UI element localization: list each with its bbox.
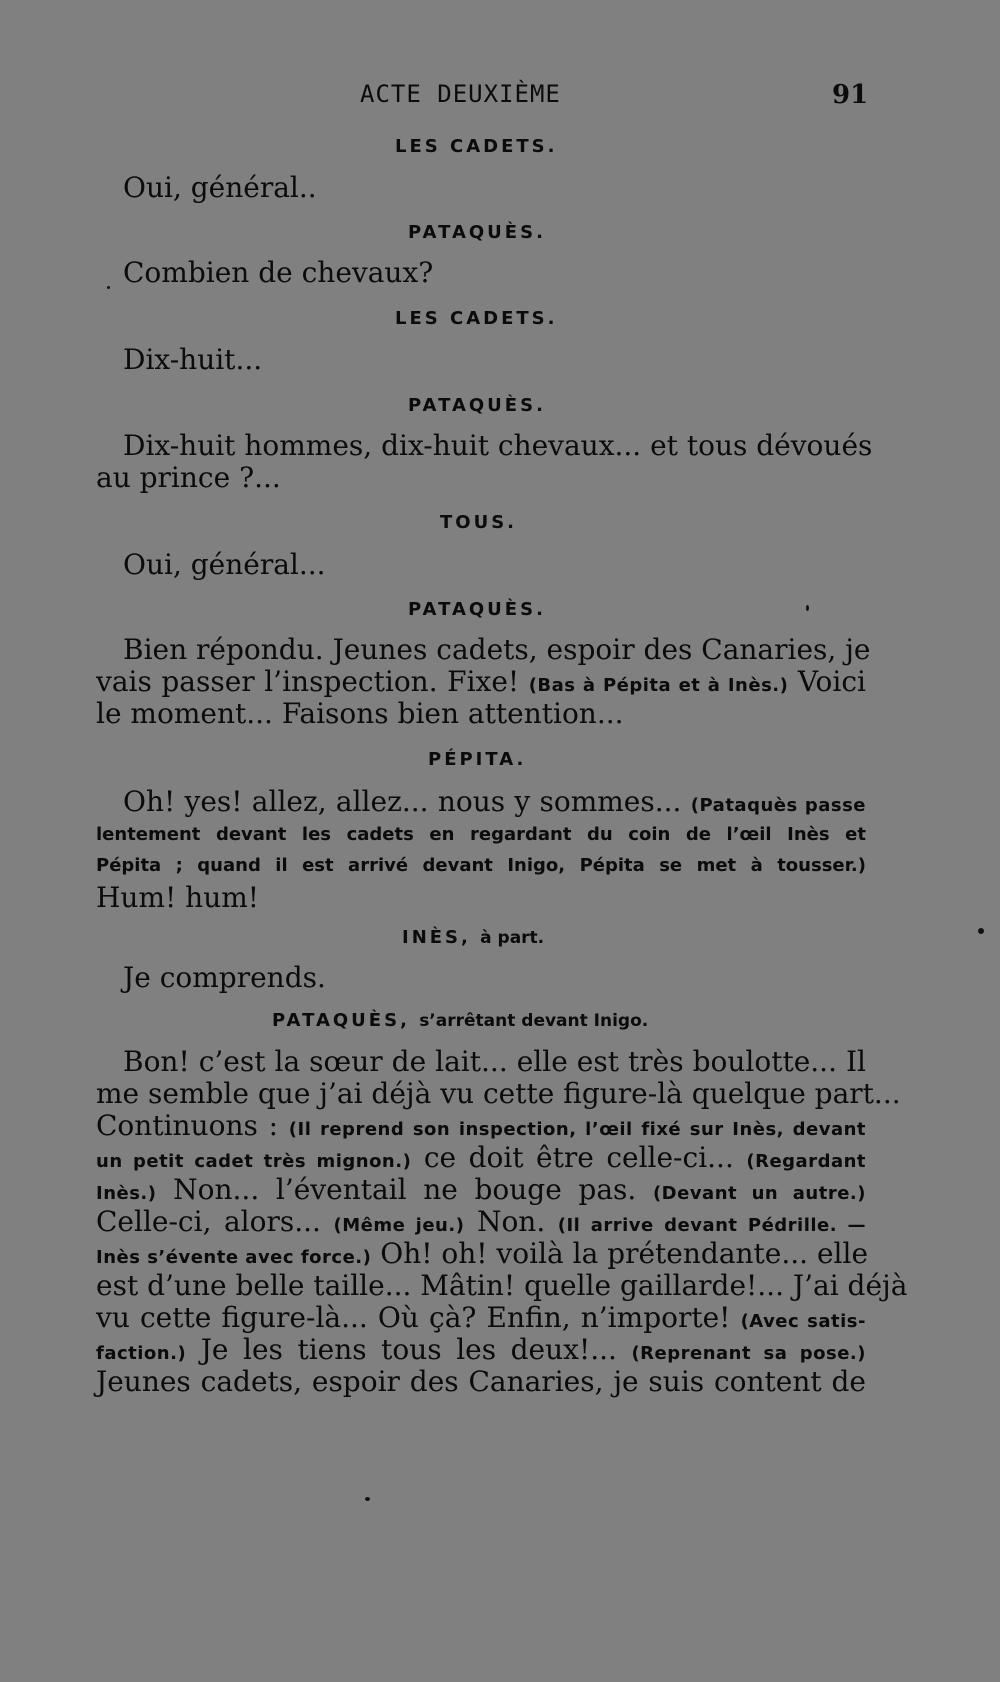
scan-speck	[365, 1497, 370, 1501]
speaker-heading: PATAQUÈS.	[408, 395, 546, 416]
dialogue-line: le moment... Faisons bien attention...	[96, 697, 624, 730]
dialogue-text: Non.	[476, 1205, 546, 1238]
dialogue-line: Dix-huit hommes, dix-huit chevaux... et tous dévoués	[123, 429, 873, 462]
dialogue-text: ce doit être celle-ci...	[423, 1141, 734, 1174]
speaker-name: PATAQUÈS,	[272, 1010, 410, 1031]
stage-direction: (Même jeu.)	[333, 1215, 465, 1236]
dialogue-text: Oh! oh! voilà la prétendante... elle	[380, 1237, 869, 1270]
dialogue-line	[123, 786, 866, 822]
speaker-name: INÈS,	[402, 927, 471, 948]
dialogue-line: Je comprends.	[123, 961, 326, 994]
speaker-heading: TOUS.	[440, 512, 517, 533]
dialogue-line: au prince ?...	[96, 461, 281, 494]
scan-speck	[107, 286, 110, 289]
dialogue-line: Hum! hum!	[96, 881, 260, 914]
stage-direction: (Avec satis-	[740, 1311, 866, 1332]
dialogue-line: Jeunes cadets, espoir des Canaries, je suis content de	[96, 1365, 866, 1398]
stage-direction: Inès.)	[96, 1183, 157, 1204]
dialogue-text: Continuons :	[96, 1109, 279, 1142]
stage-direction: (Il arrive devant Pédrille. —	[557, 1215, 866, 1236]
scan-speck	[806, 605, 809, 611]
stage-direction: faction.)	[96, 1343, 187, 1364]
speaker-heading: PATAQUÈS.	[408, 599, 546, 620]
stage-direction: Inès s’évente avec force.)	[96, 1247, 372, 1268]
speaker-heading: LES CADETS.	[395, 308, 558, 329]
dialogue-line: est d’une belle taille... Mâtin! quelle gaillarde!... J’ai déjà	[96, 1269, 908, 1302]
dialogue-line: Oui, général..	[123, 171, 317, 204]
stage-direction-line: lentement devant les cadets en regardant du coin de l’œil Inès et	[96, 824, 866, 845]
speaker-stage-direction: à part.	[480, 928, 545, 948]
dialogue-text: Voici	[797, 665, 867, 698]
page-number: 91	[832, 80, 869, 110]
stage-direction: (Reprenant sa pose.)	[631, 1343, 866, 1364]
stage-direction: (Bas à Pépita et à Inès.)	[528, 675, 789, 696]
speaker-heading	[402, 927, 544, 948]
speaker-heading: PÉPITA.	[428, 749, 527, 770]
dialogue-line: Oui, général...	[123, 548, 326, 581]
running-title: ACTE DEUXIÈME	[360, 80, 561, 108]
stage-direction: (Pataquès passe	[690, 795, 866, 816]
dialogue-text: Non... l’éventail ne bouge pas.	[173, 1173, 637, 1206]
scan-speck	[978, 928, 984, 934]
dialogue-text: vu cette figure-là... Où çà? Enfin, n’importe!	[96, 1301, 731, 1334]
page-header	[0, 80, 1000, 114]
dialogue-text: Celle-ci, alors...	[96, 1205, 321, 1238]
stage-direction: (Il reprend son inspection, l’œil fixé sur Inès, devant	[288, 1119, 867, 1140]
dialogue-line: Bon! c’est la sœur de lait... elle est très boulotte... Il	[123, 1045, 866, 1078]
speaker-heading	[272, 1010, 648, 1031]
dialogue-text: Oh! yes! allez, allez... nous y sommes...	[123, 785, 682, 818]
stage-direction: un petit cadet très mignon.)	[96, 1151, 412, 1172]
stage-direction: (Regardant	[746, 1151, 867, 1172]
stage-direction: (Devant un autre.)	[652, 1183, 866, 1204]
dialogue-line: Combien de chevaux?	[123, 256, 434, 289]
speaker-heading: LES CADETS.	[395, 136, 558, 157]
speaker-stage-direction: s’arrêtant devant Inigo.	[419, 1011, 649, 1031]
stage-direction-line: Pépita ; quand il est arrivé devant Inigo, Pépita se met à tousser.)	[96, 855, 866, 876]
dialogue-line: me semble que j’ai déjà vu cette figure-là quelque part...	[96, 1077, 901, 1110]
dialogue-line: Dix-huit...	[123, 343, 263, 376]
speaker-heading: PATAQUÈS.	[408, 222, 546, 243]
dialogue-text: Je les tiens tous les deux!...	[200, 1333, 617, 1366]
dialogue-line: Bien répondu. Jeunes cadets, espoir des Canaries, je	[123, 633, 871, 666]
dialogue-text: vais passer l’inspection. Fixe!	[96, 665, 520, 698]
